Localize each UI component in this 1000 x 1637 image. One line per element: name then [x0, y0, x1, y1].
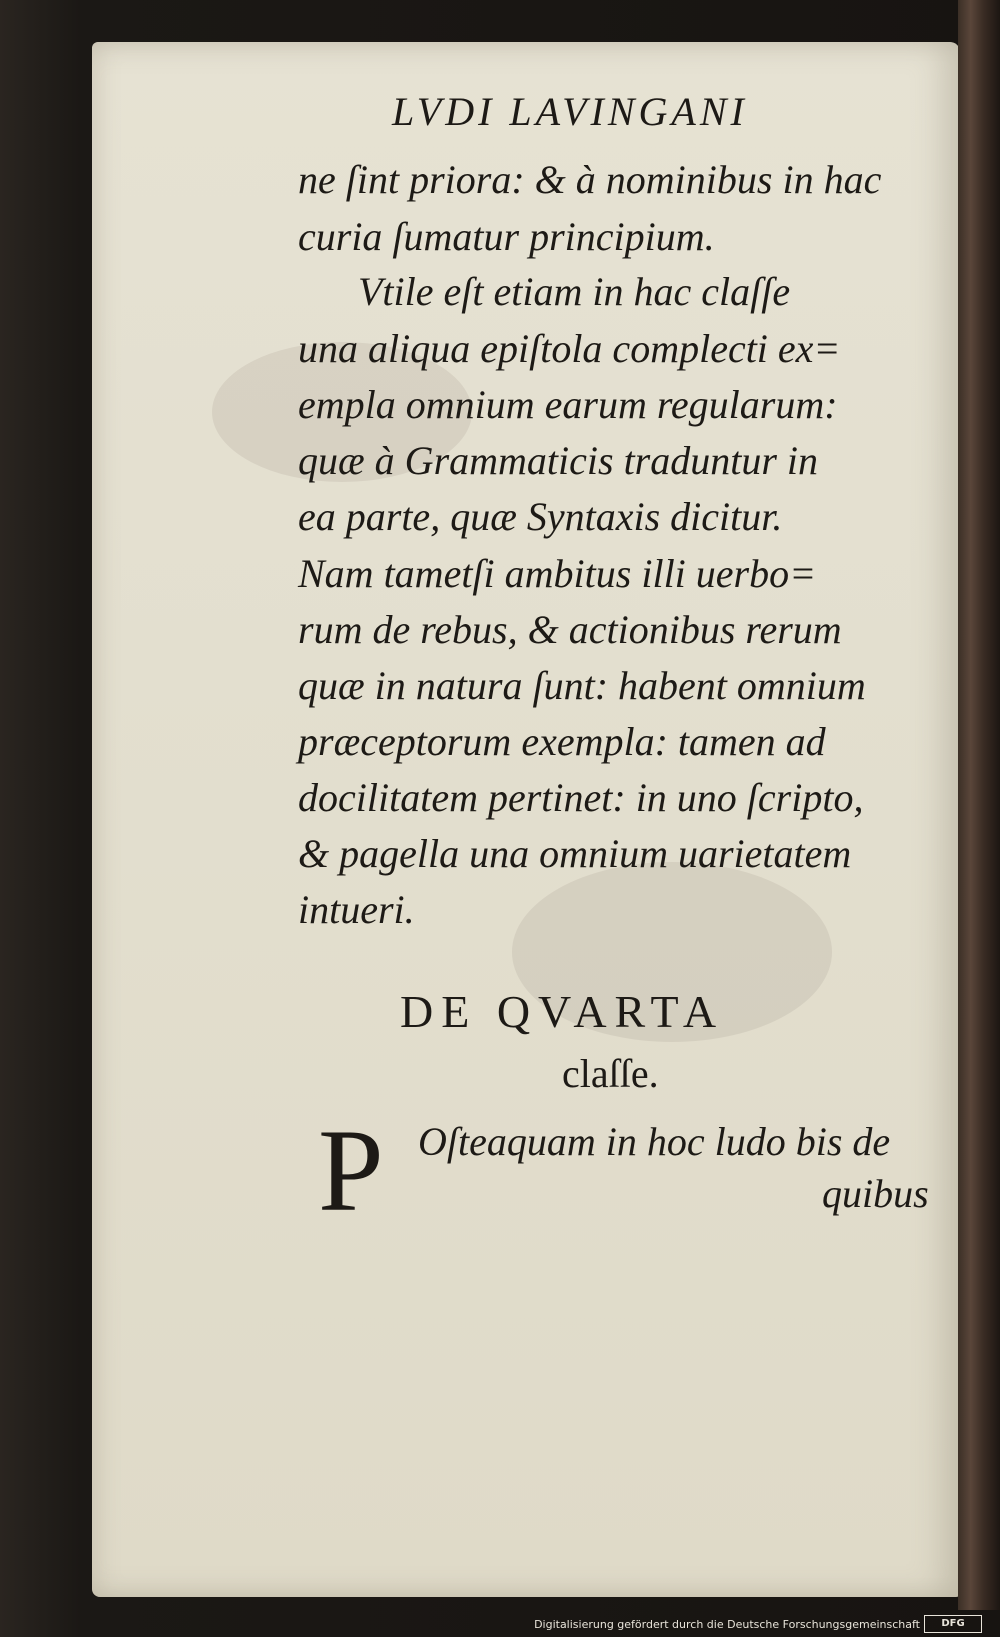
text-line: empla omnium earum regularum: — [298, 382, 838, 427]
drop-initial: P — [318, 1105, 384, 1236]
text-line: rum de rebus, & actionibus rerum — [298, 607, 842, 652]
section-heading: DE QVARTA — [400, 986, 725, 1037]
text-line: ne ſint priora: & à nominibus in hac — [298, 157, 882, 202]
text-line: una aliqua epiſtola complecti ex= — [298, 326, 841, 371]
text-line: Vtile eſt etiam in hac claſſe — [358, 269, 791, 314]
text-line: intueri. — [298, 887, 415, 932]
catchword: quibus — [822, 1171, 929, 1216]
text-line: Nam tametſi ambitus illi uerbo= — [298, 551, 817, 596]
dfg-logo: DFG — [924, 1615, 982, 1633]
text-line: quæ in natura ſunt: habent omnium — [298, 663, 866, 708]
digitization-credit: Digitalisierung gefördert durch die Deutsche Forschungsgemeinschaft — [534, 1618, 920, 1631]
text-line: quæ à Grammaticis traduntur in — [298, 438, 819, 483]
text-line: præceptorum exempla: tamen ad — [298, 719, 826, 764]
book-spine-edge — [958, 0, 1000, 1610]
text-line: ea parte, quæ Syntaxis dicitur. — [298, 494, 783, 539]
section-subheading: claſſe. — [562, 1051, 659, 1096]
text-line: docilitatem pertinet: in uno ſcripto, — [298, 775, 864, 820]
text-line: Oſteaquam in hoc ludo bis de — [418, 1119, 891, 1164]
running-head: LVDI LAVINGANI — [392, 89, 748, 134]
text-line: curia ſumatur principium. — [298, 214, 715, 259]
text-line: & pagella una omnium uarietatem — [298, 831, 852, 876]
